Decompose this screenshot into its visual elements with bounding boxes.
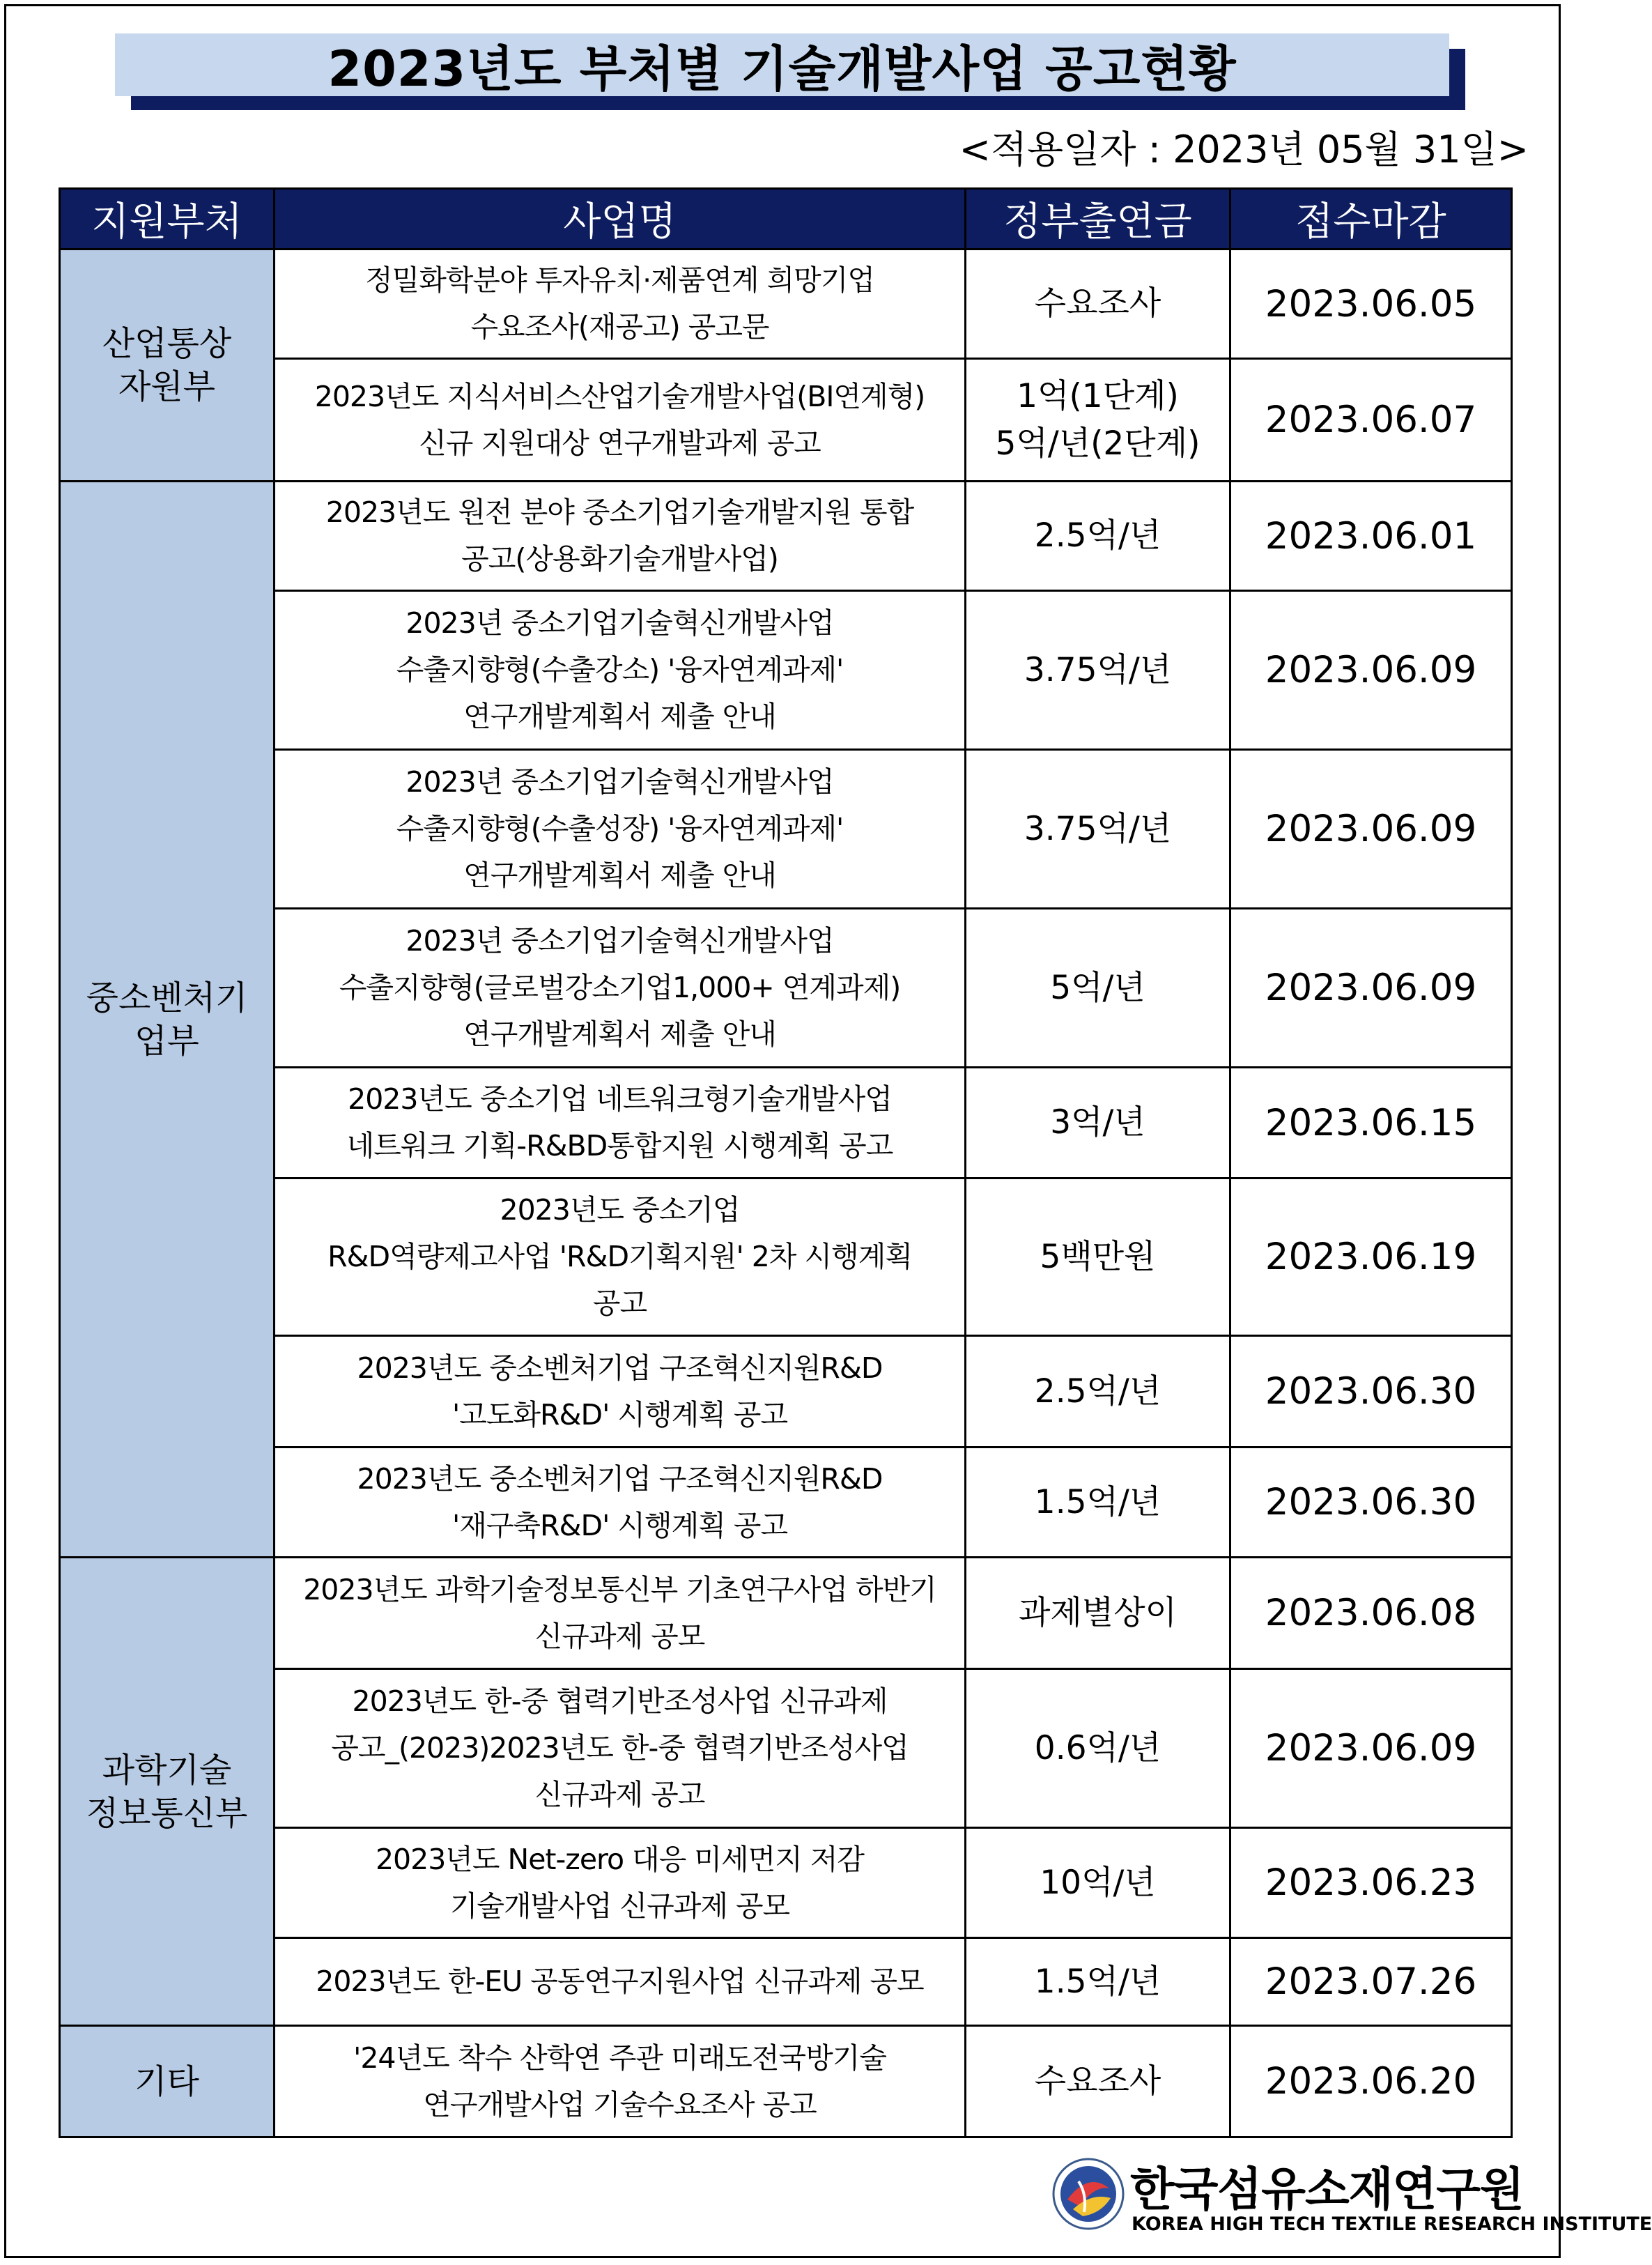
table-row xyxy=(60,909,1512,1068)
institute-emblem-icon xyxy=(1052,2158,1125,2230)
department-cell: 기타 xyxy=(60,2026,275,2137)
project-name-cell: 2023년도 중소기업 네트워크형기술개발사업 네트워크 기획-R&BD통합지원 시행계획 공고 xyxy=(275,1068,966,1178)
funding-cell: 3.75억/년 xyxy=(966,591,1230,750)
deadline-cell: 2023.06.30 xyxy=(1230,1448,1512,1558)
funding-cell: 수요조사 xyxy=(966,249,1230,359)
funding-cell: 1.5억/년 xyxy=(966,1938,1230,2026)
funding-cell: 5억/년 xyxy=(966,909,1230,1068)
funding-cell: 2.5억/년 xyxy=(966,482,1230,591)
column-header-department: 지원부처 xyxy=(60,189,275,249)
table-row xyxy=(60,1448,1512,1558)
project-name-cell: 정밀화학분야 투자유치·제품연계 희망기업 수요조사(재공고) 공고문 xyxy=(275,249,966,359)
project-name-cell: 2023년도 과학기술정보통신부 기초연구사업 하반기 신규과제 공모 xyxy=(275,1558,966,1669)
table-row xyxy=(60,750,1512,909)
table-header-row xyxy=(60,189,1512,249)
project-name-cell: 2023년도 중소기업 R&D역량제고사업 'R&D기획지원' 2차 시행계획 공고 xyxy=(275,1178,966,1336)
project-name-cell: 2023년 중소기업기술혁신개발사업 수출지향형(글로벌강소기업1,000+ 연계과제) 연구개발계획서 제출 안내 xyxy=(275,909,966,1068)
apply-date: <적용일자 : 2023년 05월 31일> xyxy=(959,127,1529,171)
funding-cell: 5백만원 xyxy=(966,1178,1230,1336)
funding-cell: 3.75억/년 xyxy=(966,750,1230,909)
deadline-cell: 2023.06.09 xyxy=(1230,750,1512,909)
deadline-cell: 2023.06.05 xyxy=(1230,249,1512,359)
project-name-cell: 2023년도 지식서비스산업기술개발사업(BI연계형) 신규 지원대상 연구개발과제 공고 xyxy=(275,359,966,482)
deadline-cell: 2023.06.09 xyxy=(1230,1669,1512,1828)
table-row xyxy=(60,1068,1512,1178)
funding-cell: 10억/년 xyxy=(966,1828,1230,1938)
project-name-cell: 2023년 중소기업기술혁신개발사업 수출지향형(수출성장) '융자연계과제' 연구개발계획서 제출 안내 xyxy=(275,750,966,909)
project-name-cell: 2023년도 중소벤처기업 구조혁신지원R&D '재구축R&D' 시행계획 공고 xyxy=(275,1448,966,1558)
funding-cell: 1.5억/년 xyxy=(966,1448,1230,1558)
funding-cell: 2.5억/년 xyxy=(966,1336,1230,1448)
announcement-table xyxy=(59,187,1513,2138)
table-row xyxy=(60,1938,1512,2026)
deadline-cell: 2023.06.09 xyxy=(1230,909,1512,1068)
funding-cell: 0.6억/년 xyxy=(966,1669,1230,1828)
table-row xyxy=(60,1828,1512,1938)
table-row xyxy=(60,1336,1512,1448)
department-cell: 산업통상 자원부 xyxy=(60,249,275,482)
project-name-cell: '24년도 착수 산학연 주관 미래도전국방기술 연구개발사업 기술수요조사 공고 xyxy=(275,2026,966,2137)
project-name-cell: 2023년도 중소벤처기업 구조혁신지원R&D '고도화R&D' 시행계획 공고 xyxy=(275,1336,966,1448)
table-row xyxy=(60,249,1512,359)
deadline-cell: 2023.06.19 xyxy=(1230,1178,1512,1336)
column-header-deadline: 접수마감 xyxy=(1230,189,1512,249)
institute-name: 한국섬유소재연구원 xyxy=(1130,2163,1524,2216)
funding-cell: 수요조사 xyxy=(966,2026,1230,2137)
deadline-cell: 2023.06.15 xyxy=(1230,1068,1512,1178)
table-row xyxy=(60,2026,1512,2137)
project-name-cell: 2023년도 Net-zero 대응 미세먼지 저감 기술개발사업 신규과제 공모 xyxy=(275,1828,966,1938)
deadline-cell: 2023.06.07 xyxy=(1230,359,1512,482)
project-name-cell: 2023년도 원전 분야 중소기업기술개발지원 통합 공고(상용화기술개발사업) xyxy=(275,482,966,591)
deadline-cell: 2023.07.26 xyxy=(1230,1938,1512,2026)
table-row xyxy=(60,1558,1512,1669)
table-row xyxy=(60,482,1512,591)
funding-cell: 1억(1단계) 5억/년(2단계) xyxy=(966,359,1230,482)
institute-subtitle: KOREA HIGH TECH TEXTILE RESEARCH INSTITUTE xyxy=(1132,2213,1652,2235)
deadline-cell: 2023.06.01 xyxy=(1230,482,1512,591)
table-row xyxy=(60,591,1512,750)
column-header-project: 사업명 xyxy=(275,189,966,249)
project-name-cell: 2023년도 한-EU 공동연구지원사업 신규과제 공모 xyxy=(275,1938,966,2026)
project-name-cell: 2023년도 한-중 협력기반조성사업 신규과제 공고_(2023)2023년도 한-중 협력기반조성사업 신규과제 공고 xyxy=(275,1669,966,1828)
page-title: 2023년도 부처별 기술개발사업 공고현황 xyxy=(115,33,1449,96)
deadline-cell: 2023.06.23 xyxy=(1230,1828,1512,1938)
department-cell: 중소벤처기 업부 xyxy=(60,482,275,1558)
table-row xyxy=(60,1178,1512,1336)
institute-logo xyxy=(1052,2152,1652,2243)
deadline-cell: 2023.06.09 xyxy=(1230,591,1512,750)
department-cell: 과학기술 정보통신부 xyxy=(60,1558,275,2026)
project-name-cell: 2023년 중소기업기술혁신개발사업 수출지향형(수출강소) '융자연계과제' 연구개발계획서 제출 안내 xyxy=(275,591,966,750)
table-row xyxy=(60,359,1512,482)
funding-cell: 과제별상이 xyxy=(966,1558,1230,1669)
funding-cell: 3억/년 xyxy=(966,1068,1230,1178)
deadline-cell: 2023.06.30 xyxy=(1230,1336,1512,1448)
column-header-funding: 정부출연금 xyxy=(966,189,1230,249)
deadline-cell: 2023.06.20 xyxy=(1230,2026,1512,2137)
deadline-cell: 2023.06.08 xyxy=(1230,1558,1512,1669)
table-row xyxy=(60,1669,1512,1828)
